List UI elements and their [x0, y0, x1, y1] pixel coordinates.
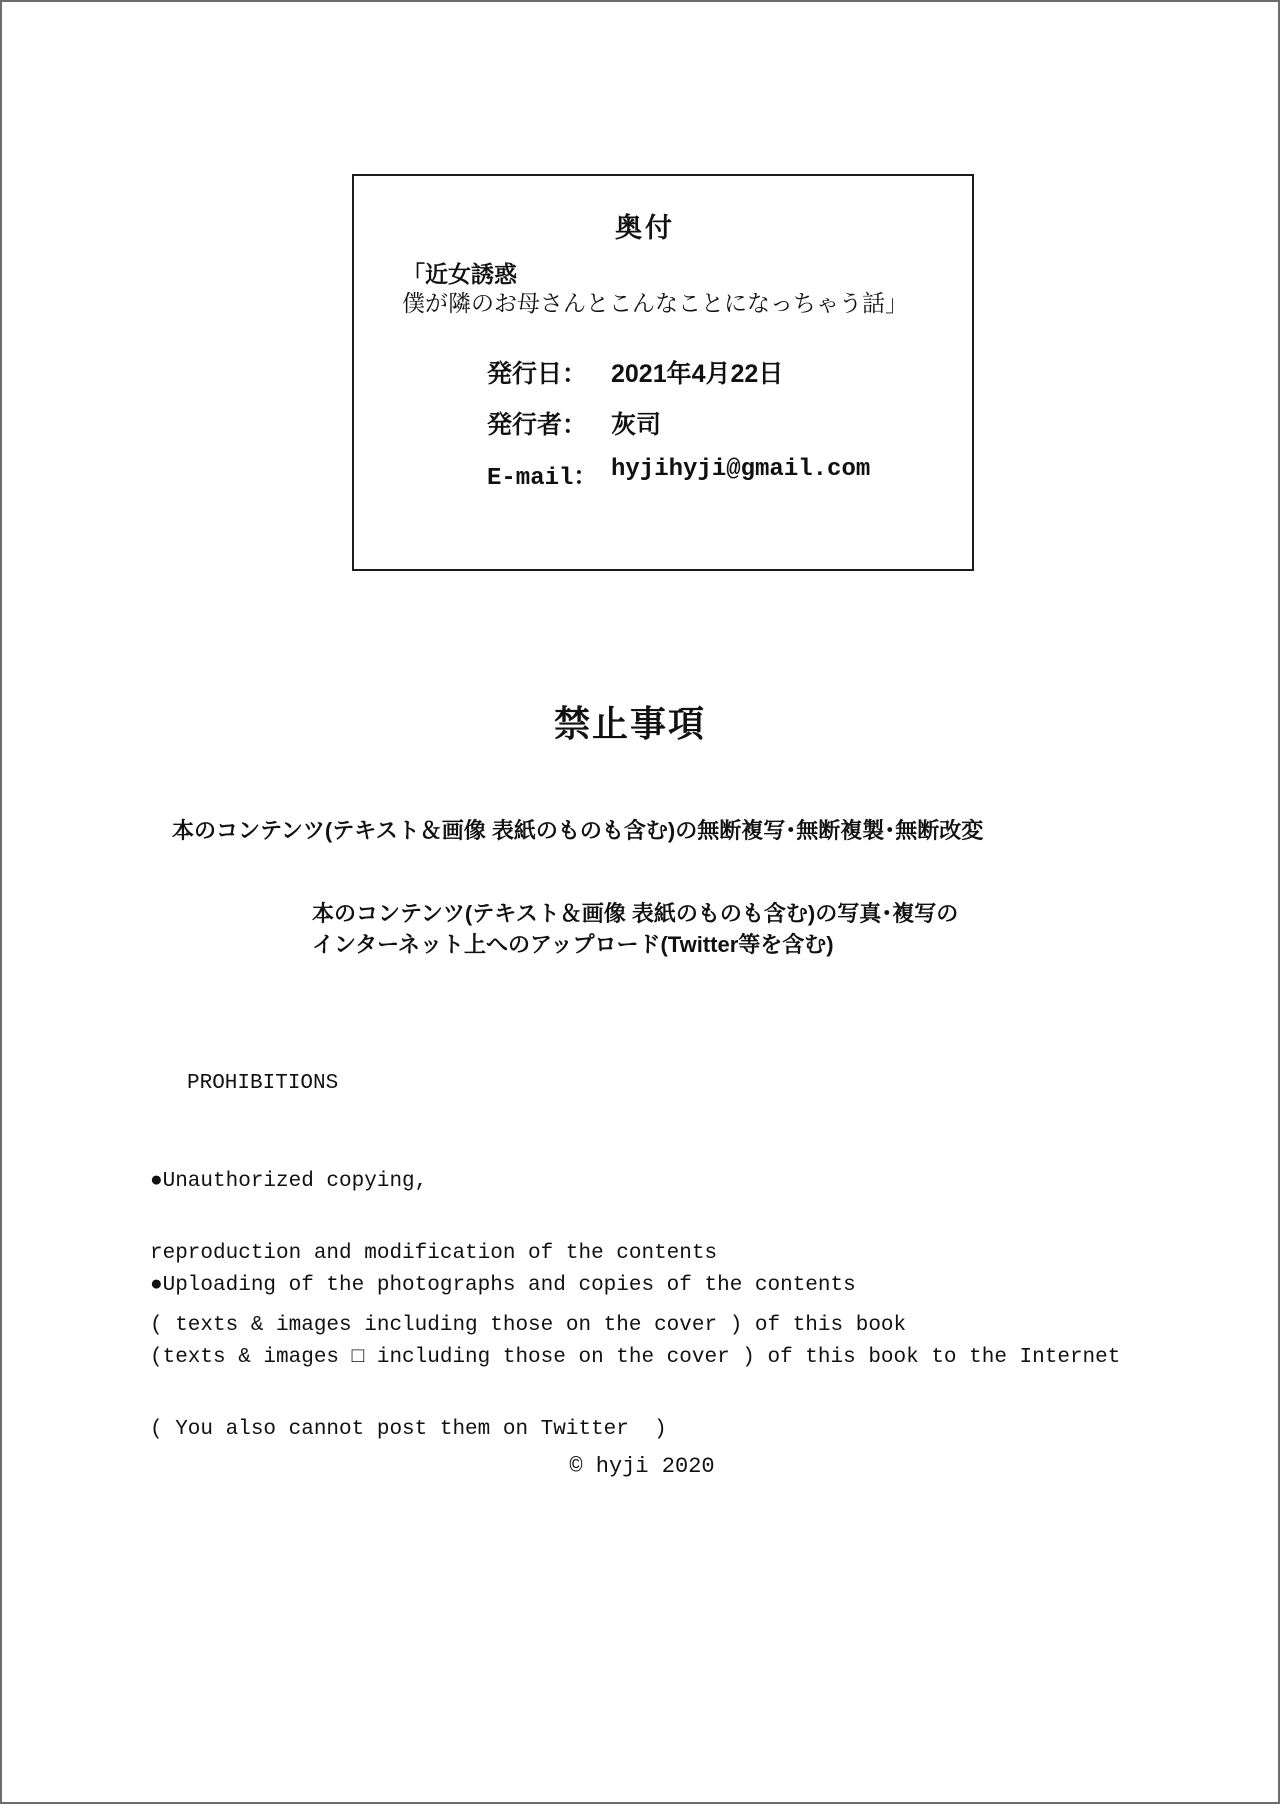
colophon-box: [352, 174, 974, 571]
publish-date-label: 発行日：: [487, 360, 588, 388]
prohibitions-jp-heading: 禁止事項: [553, 703, 706, 744]
publish-date-value: 2021年4月22日: [611, 360, 784, 388]
en-para1-line-1: ●Unauthorized copying,: [150, 1170, 428, 1193]
prohibitions-en-heading: PROHIBITIONS: [187, 1072, 339, 1095]
book-title-line-2: 僕が隣のお母さんとこんなことになっちゃう話」: [402, 291, 908, 316]
email-label: E-mail：: [487, 465, 598, 492]
en-para2-line-2: (texts & images □ including those on the cover ) of this book to the Internet: [150, 1346, 1121, 1369]
prohibitions-jp-line-1: 本のコンテンツ(テキスト＆画像 表紙のものも含む)の無断複写･無断複製･無断改変: [172, 818, 984, 843]
publisher-row: [354, 405, 972, 437]
en-para1-line-2: reproduction and modification of the contents: [150, 1242, 718, 1265]
publisher-label: 発行者：: [487, 411, 588, 439]
en-para2-line-1: ●Uploading of the photographs and copies of the contents: [150, 1274, 856, 1297]
email-row: [354, 456, 972, 492]
prohibitions-jp-line-3: インターネット上へのアップロード(Twitter等を含む): [312, 932, 834, 957]
prohibitions-jp-upload-clause: [312, 898, 958, 960]
en-para1-line-3: ( texts & images including those on the cover ) of this book: [150, 1314, 907, 1337]
prohibitions-jp-line-2: 本のコンテンツ(テキスト＆画像 表紙のものも含む)の写真･複写の: [312, 901, 959, 926]
email-value: hyjihyji@gmail.com: [611, 456, 871, 483]
copyright-line: © hyji 2020: [569, 1454, 715, 1479]
book-title-line-1: 「近女誘惑: [402, 262, 517, 287]
book-title: [402, 260, 962, 318]
publisher-value: 灰司: [611, 411, 662, 439]
en-para2-line-3: ( You also cannot post them on Twitter ): [150, 1418, 667, 1441]
publish-date-row: [354, 354, 972, 386]
colophon-heading: 奥付: [615, 213, 675, 243]
prohibitions-en-paragraph-2: [150, 1226, 1120, 1490]
